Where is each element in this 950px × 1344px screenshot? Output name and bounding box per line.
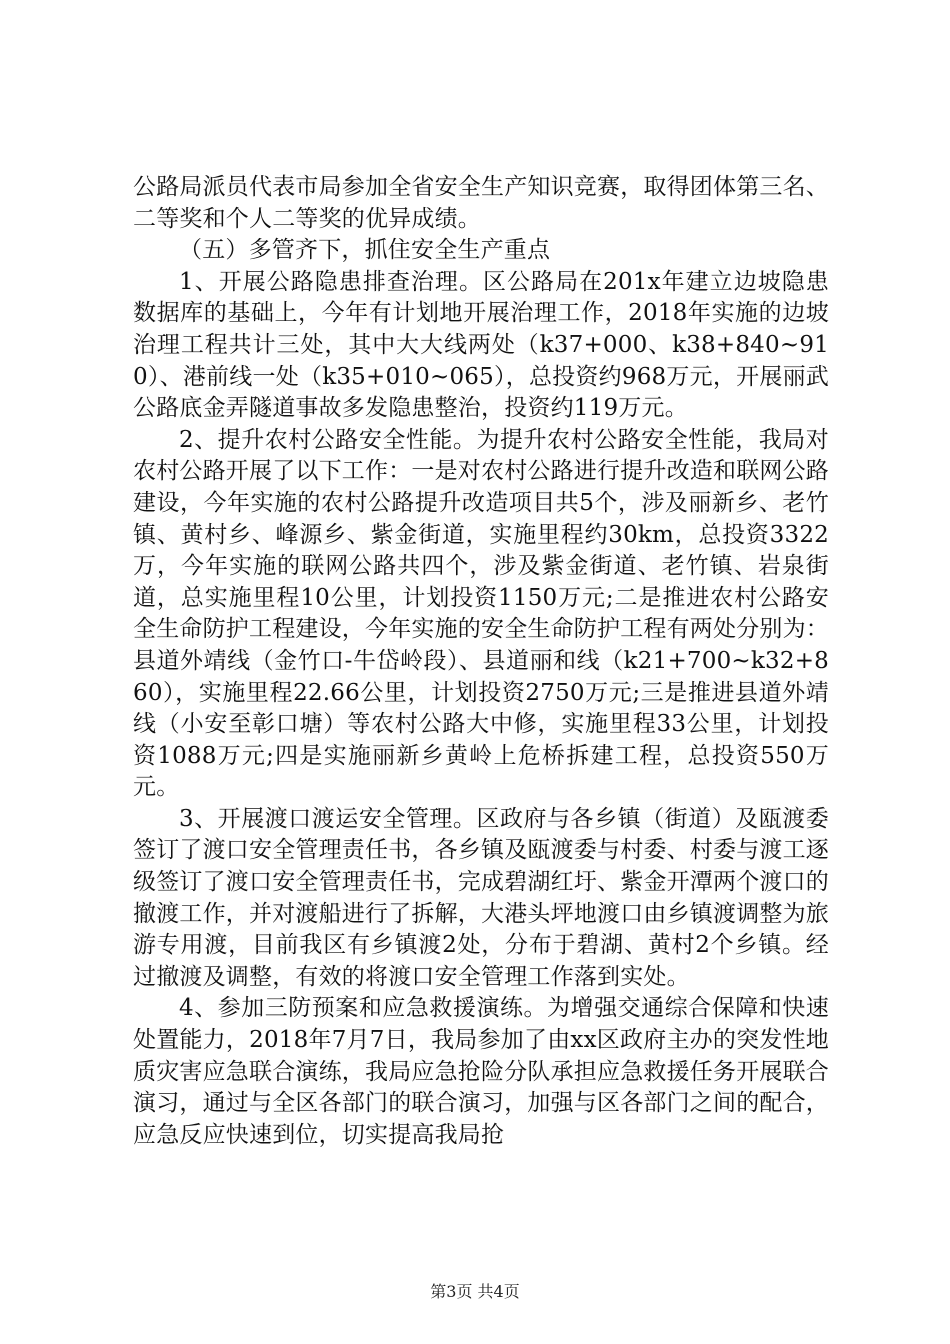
document-body bbox=[133, 172, 829, 1151]
paragraph-continuation: 公路局派员代表市局参加全省安全生产知识竞赛，取得团体第三名、二等奖和个人二等奖的优异成绩。 bbox=[133, 174, 829, 232]
paragraph-road-hazard: 1、开展公路隐患排查治理。区公路局在201x年建立边坡隐患数据库的基础上，今年有计划地开展治理工作，2018年实施的边坡治理工程共计三处，其中大大线两处（k37+000、k38+840~910）、港前线一处（k35+010~065），总投资约968万元，开展丽武公路底金弄隧道事故多发隐患整治，投资约119万元。 bbox=[133, 268, 829, 422]
paragraph-emergency-drill: 4、参加三防预案和应急救援演练。为增强交通综合保障和快速处置能力，2018年7月7日，我局参加了由xx区政府主办的突发性地质灾害应急联合演练，我局应急抢险分队承担应急救援任务开展联合演习，通过与全区各部门的联合演习，加强与区各部门之间的配合，应急反应快速到位，切实提高我局抢 bbox=[133, 995, 829, 1148]
paragraph-rural-road: 2、提升农村公路安全性能。为提升农村公路安全性能，我局对农村公路开展了以下工作：一是对农村公路进行提升改造和联网公路建设，今年实施的农村公路提升改造项目共5个，涉及丽新乡、老竹镇、黄村乡、峰源乡、紫金街道，实施里程约30km，总投资3322万，今年实施的联网公路共四个，涉及紫金街道、老竹镇、岩泉街道，总实施里程10公里，计划投资1150万元;二是推进农村公路安全生命防护工程建设，今年实施的安全生命防护工程有两处分别为：县道外靖线（金竹口-牛岱岭段）、县道丽和线（k21+700~k32+860），实施里程22.66公里，计划投资2750万元;三是推进县道外靖线（小安至彰口塘）等农村公路大中修，实施里程33公里，计划投资1088万元;四是实施丽新乡黄岭上危桥拆建工程，总投资550万元。 bbox=[133, 426, 829, 801]
section-heading: （五）多管齐下，抓住安全生产重点 bbox=[179, 237, 551, 264]
page-footer: 第3页 共4页 bbox=[430, 1282, 520, 1301]
paragraph-ferry-safety: 3、开展渡口渡运安全管理。区政府与各乡镇（街道）及瓯渡委签订了渡口安全管理责任书，各乡镇及瓯渡委与村委、村委与渡工逐级签订了渡口安全管理责任书，完成碧湖红圩、紫金开潭两个渡口的撤渡工作，并对渡船进行了拆解，大港头坪地渡口由乡镇渡调整为旅游专用渡，目前我区有乡镇渡2处，分布于碧湖、黄村2个乡镇。经过撤渡及调整，有效的将渡口安全管理工作落到实处。 bbox=[133, 805, 829, 990]
